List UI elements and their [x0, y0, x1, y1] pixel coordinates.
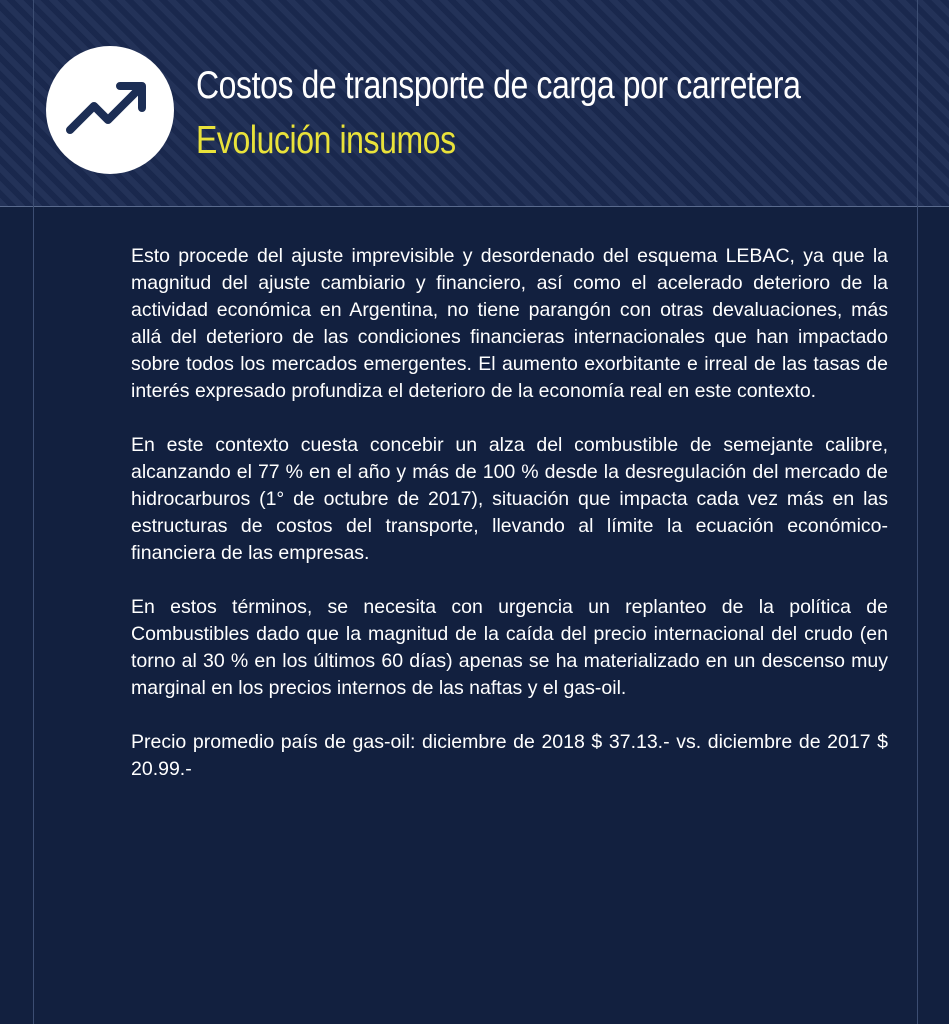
paragraph-fuel-increase: En este contexto cuesta concebir un alza del combustible de semejante calibre, alcanzando el 77 % en el año y más de 100 % desde la desregulación del mercado de hidrocarburos (1° de octubre de 2017), situación que impacta cada vez más en las estructuras de costos del transporte, llevando al límite la ecuación económico-financiera de las empresas.	[131, 434, 888, 564]
right-margin-rule	[917, 0, 918, 1024]
page-title: Costos de transporte de carga por carretera	[196, 64, 801, 107]
paragraph-fuel-policy: En estos términos, se necesita con urgencia un replanteo de la política de Combustibles dado que la magnitud de la caída del precio internacional del crudo (en torno al 30 % en los últimos 60 días) apenas se ha materializado en un descenso muy marginal en los precios internos de las naftas y el gas-oil.	[131, 596, 888, 699]
trending-up-icon	[46, 46, 174, 174]
page-subtitle: Evolución insumos	[196, 119, 456, 162]
icon-badge	[46, 46, 174, 174]
paragraph-gasoil-price: Precio promedio país de gas-oil: diciembre de 2018 $ 37.13.- vs. diciembre de 2017 $ 20.99.-	[131, 731, 888, 780]
paragraph-lebac: Esto procede del ajuste imprevisible y desordenado del esquema LEBAC, ya que la magnitud del ajuste cambiario y financiero, así como el acelerado deterioro de la actividad económica en Argentina, no tiene parangón con otras devaluaciones, más allá del deterioro de las condiciones financieras internacionales que han impactado sobre todos los mercados emergentes. El aumento exorbitante e irreal de las tasas de interés expresado profundiza el deterioro de la economía real en este contexto.	[131, 245, 888, 402]
body-text	[131, 243, 888, 810]
left-margin-rule	[33, 0, 34, 1024]
header-banner	[0, 0, 949, 207]
